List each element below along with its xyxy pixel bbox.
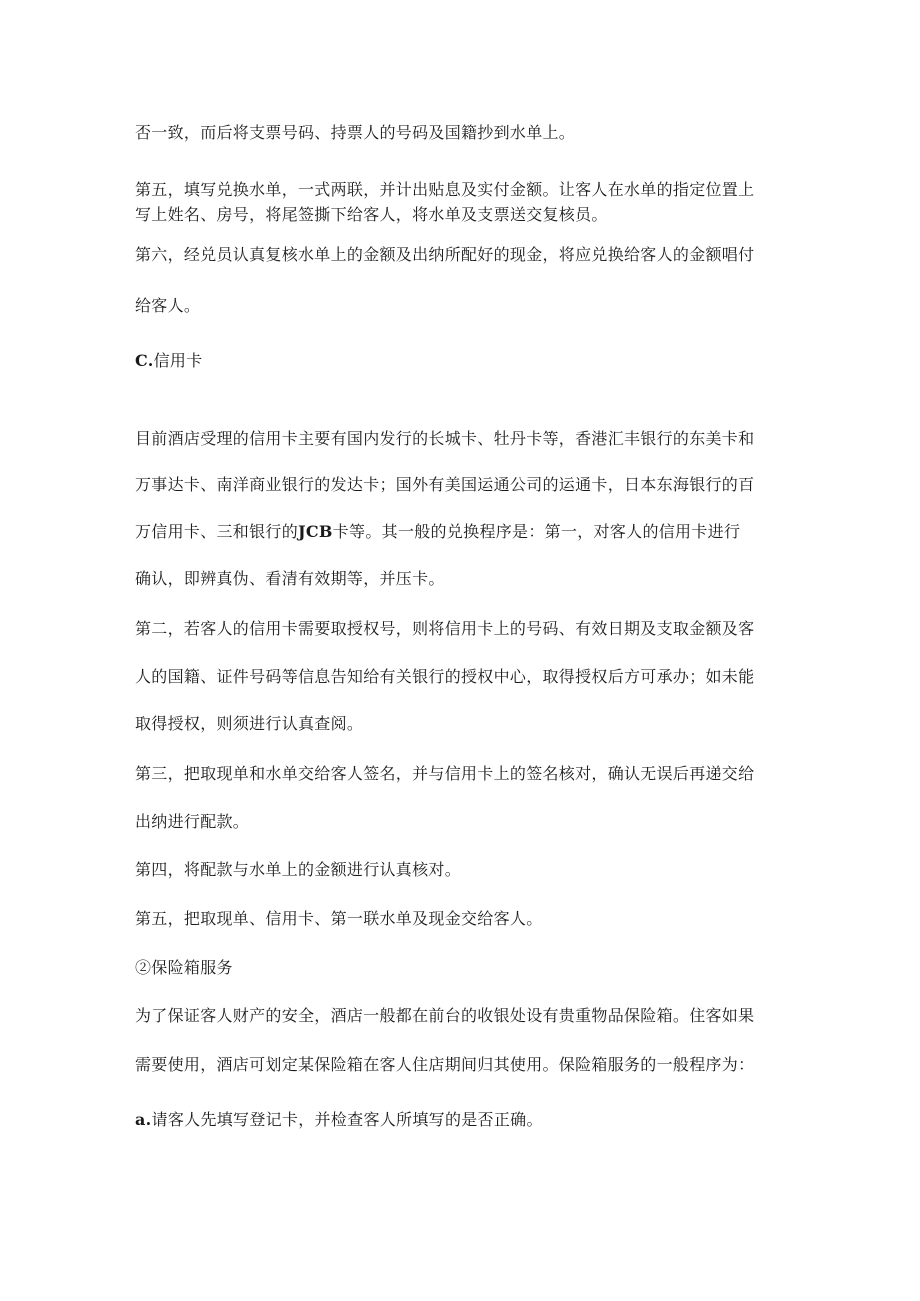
- paragraph-line-jcb: [135, 522, 740, 542]
- heading-text: 信用卡: [153, 351, 203, 370]
- section-heading-credit-card: [135, 351, 203, 371]
- paragraph-line: 第二，若客人的信用卡需要取授权号，则将信用卡上的号码、有效日期及支取金额及客: [135, 619, 755, 638]
- section-heading-safe-box: ②保险箱服务: [135, 958, 233, 977]
- heading-prefix: C.: [135, 351, 154, 370]
- paragraph-line: 为了保证客人财产的安全，酒店一般都在前台的收银处设有贵重物品保险箱。住客如果: [135, 1006, 755, 1025]
- paragraph-line: 写上姓名、房号，将尾签撕下给客人，将水单及支票送交复核员。: [135, 205, 608, 224]
- paragraph-line: 第三，把取现单和水单交给客人签名，并与信用卡上的签名核对，确认无误后再递交给: [135, 764, 755, 783]
- paragraph-line: 第五，把取现单、信用卡、第一联水单及现金交给客人。: [135, 909, 543, 928]
- list-item-a: [135, 1110, 543, 1130]
- jcb-label: JCB: [298, 522, 333, 541]
- jcb-line-after: 卡等。其一般的兑换程序是：第一，对客人的信用卡进行: [332, 522, 741, 541]
- list-item-text: 请客人先填写登记卡，并检查客人所填写的是否正确。: [151, 1110, 543, 1129]
- paragraph-line: 第四，将配款与水单上的金额进行认真核对。: [135, 860, 462, 879]
- paragraph-line: 否一致，而后将支票号码、持票人的号码及国籍抄到水单上。: [135, 123, 576, 142]
- list-item-prefix: a.: [135, 1110, 152, 1129]
- paragraph-line: 第六，经兑员认真复核水单上的金额及出纳所配好的现金，将应兑换给客人的金额唱付: [135, 245, 755, 264]
- paragraph-line: 目前酒店受理的信用卡主要有国内发行的长城卡、牡丹卡等，香港汇丰银行的东美卡和: [135, 429, 755, 448]
- jcb-line-before: 万信用卡、三和银行的: [135, 522, 299, 541]
- paragraph-line: 给客人。: [135, 296, 201, 315]
- paragraph-line: 取得授权，则须进行认真查阅。: [135, 714, 364, 733]
- paragraph-line: 人的国籍、证件号码等信息告知给有关银行的授权中心，取得授权后方可承办；如未能: [135, 667, 755, 686]
- paragraph-line: 出纳进行配款。: [135, 812, 250, 831]
- paragraph-line: 需要使用，酒店可划定某保险箱在客人住店期间归其使用。保险箱服务的一般程序为：: [135, 1055, 755, 1074]
- paragraph-line: 万事达卡、南洋商业银行的发达卡；国外有美国运通公司的运通卡，日本东海银行的百: [135, 475, 755, 494]
- paragraph-line: 确认，即辨真伪、看清有效期等，并压卡。: [135, 569, 445, 588]
- paragraph-line: 第五，填写兑换水单，一式两联，并计出贴息及实付金额。让客人在水单的指定位置上: [135, 180, 755, 199]
